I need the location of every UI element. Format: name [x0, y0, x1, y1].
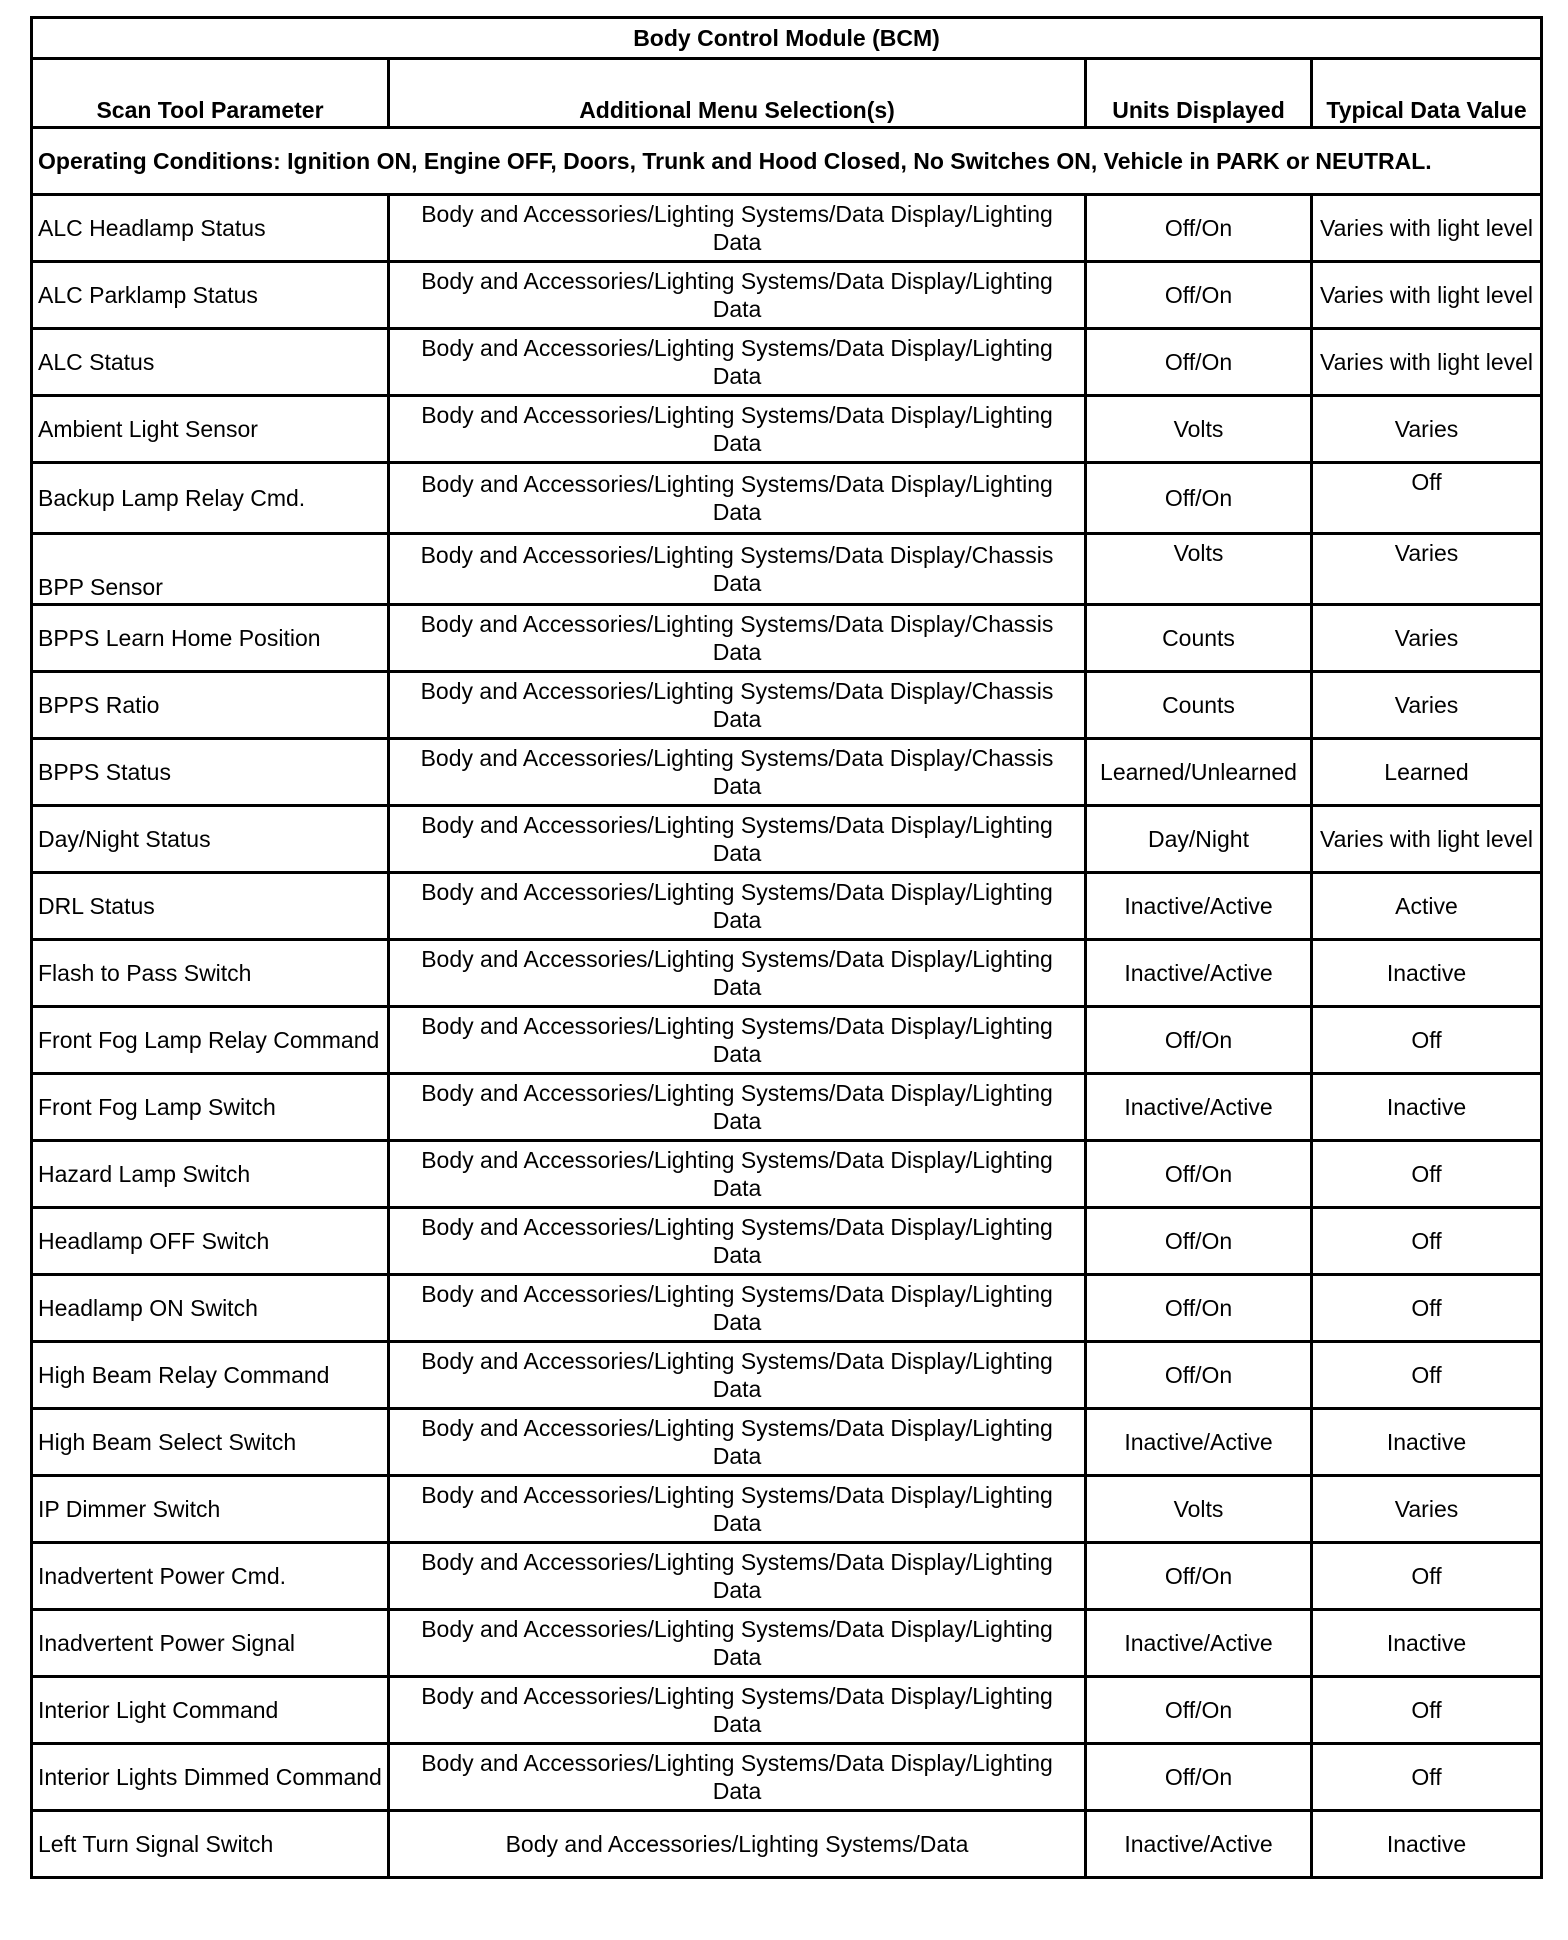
units-cell: Off/On	[1086, 1007, 1312, 1074]
units-cell: Off/On	[1086, 1677, 1312, 1744]
typical-value-cell: Varies with light level	[1312, 329, 1542, 396]
header-additional-menu: Additional Menu Selection(s)	[389, 59, 1086, 128]
typical-value-cell: Varies with light level	[1312, 195, 1542, 262]
parameter-cell: ALC Headlamp Status	[32, 195, 389, 262]
menu-selection-cell: Body and Accessories/Lighting Systems/Data Display/Chassis Data	[389, 672, 1086, 739]
units-cell: Day/Night	[1086, 806, 1312, 873]
table-row	[32, 1007, 1542, 1074]
units-cell: Off/On	[1086, 1744, 1312, 1811]
table-row	[32, 262, 1542, 329]
units-cell: Learned/Unlearned	[1086, 739, 1312, 806]
parameter-cell: BPPS Ratio	[32, 672, 389, 739]
units-cell: Volts	[1086, 534, 1312, 605]
menu-selection-cell: Body and Accessories/Lighting Systems/Data Display/Lighting Data	[389, 873, 1086, 940]
menu-selection-cell: Body and Accessories/Lighting Systems/Data Display/Lighting Data	[389, 1476, 1086, 1543]
typical-value-cell: Inactive	[1312, 1074, 1542, 1141]
operating-conditions: Operating Conditions: Ignition ON, Engine OFF, Doors, Trunk and Hood Closed, No Switches ON, Vehicle in PARK or NEUTRAL.	[32, 128, 1542, 195]
typical-value-cell: Off	[1312, 1677, 1542, 1744]
parameter-cell: High Beam Select Switch	[32, 1409, 389, 1476]
units-cell: Counts	[1086, 672, 1312, 739]
table-row	[32, 1811, 1542, 1878]
table-row	[32, 1141, 1542, 1208]
units-cell: Off/On	[1086, 1275, 1312, 1342]
parameter-cell: Interior Light Command	[32, 1677, 389, 1744]
header-units-displayed: Units Displayed	[1086, 59, 1312, 128]
table-row	[32, 873, 1542, 940]
table-row	[32, 463, 1542, 534]
typical-value-cell: Off	[1312, 1543, 1542, 1610]
menu-selection-cell: Body and Accessories/Lighting Systems/Data Display/Lighting Data	[389, 1007, 1086, 1074]
units-cell: Off/On	[1086, 463, 1312, 534]
units-cell: Inactive/Active	[1086, 1610, 1312, 1677]
parameter-cell: Ambient Light Sensor	[32, 396, 389, 463]
parameter-cell: BPPS Status	[32, 739, 389, 806]
parameter-cell: High Beam Relay Command	[32, 1342, 389, 1409]
typical-value-cell: Varies	[1312, 605, 1542, 672]
parameter-cell: Front Fog Lamp Switch	[32, 1074, 389, 1141]
parameter-cell: Front Fog Lamp Relay Command	[32, 1007, 389, 1074]
table-row	[32, 672, 1542, 739]
parameter-cell: DRL Status	[32, 873, 389, 940]
table-row	[32, 1074, 1542, 1141]
parameter-cell: Left Turn Signal Switch	[32, 1811, 389, 1878]
menu-selection-cell: Body and Accessories/Lighting Systems/Data Display/Chassis Data	[389, 739, 1086, 806]
menu-selection-cell: Body and Accessories/Lighting Systems/Data Display/Lighting Data	[389, 329, 1086, 396]
menu-selection-cell: Body and Accessories/Lighting Systems/Data Display/Lighting Data	[389, 1744, 1086, 1811]
menu-selection-cell: Body and Accessories/Lighting Systems/Data Display/Lighting Data	[389, 195, 1086, 262]
parameter-cell: Flash to Pass Switch	[32, 940, 389, 1007]
units-cell: Off/On	[1086, 1342, 1312, 1409]
units-cell: Counts	[1086, 605, 1312, 672]
parameter-cell: Hazard Lamp Switch	[32, 1141, 389, 1208]
table-row	[32, 1342, 1542, 1409]
table-row	[32, 940, 1542, 1007]
units-cell: Off/On	[1086, 195, 1312, 262]
menu-selection-cell: Body and Accessories/Lighting Systems/Data Display/Chassis Data	[389, 534, 1086, 605]
table-row	[32, 806, 1542, 873]
table-row	[32, 1677, 1542, 1744]
typical-value-cell: Varies with light level	[1312, 806, 1542, 873]
parameter-cell: Inadvertent Power Cmd.	[32, 1543, 389, 1610]
table-row	[32, 1409, 1542, 1476]
table-row	[32, 329, 1542, 396]
menu-selection-cell: Body and Accessories/Lighting Systems/Data Display/Lighting Data	[389, 1677, 1086, 1744]
parameter-cell: Inadvertent Power Signal	[32, 1610, 389, 1677]
parameter-cell: Backup Lamp Relay Cmd.	[32, 463, 389, 534]
typical-value-cell: Off	[1312, 1275, 1542, 1342]
table-row	[32, 534, 1542, 605]
typical-value-cell: Varies	[1312, 534, 1542, 605]
table-row	[32, 1744, 1542, 1811]
table-row	[32, 1476, 1542, 1543]
units-cell: Inactive/Active	[1086, 940, 1312, 1007]
typical-value-cell: Off	[1312, 1744, 1542, 1811]
typical-value-cell: Off	[1312, 1208, 1542, 1275]
parameter-cell: Headlamp ON Switch	[32, 1275, 389, 1342]
menu-selection-cell: Body and Accessories/Lighting Systems/Data Display/Lighting Data	[389, 1543, 1086, 1610]
menu-selection-cell: Body and Accessories/Lighting Systems/Data Display/Lighting Data	[389, 940, 1086, 1007]
typical-value-cell: Inactive	[1312, 940, 1542, 1007]
typical-value-cell: Inactive	[1312, 1409, 1542, 1476]
menu-selection-cell: Body and Accessories/Lighting Systems/Data Display/Chassis Data	[389, 605, 1086, 672]
units-cell: Inactive/Active	[1086, 1074, 1312, 1141]
menu-selection-cell: Body and Accessories/Lighting Systems/Data Display/Lighting Data	[389, 806, 1086, 873]
table-row	[32, 1543, 1542, 1610]
parameter-cell: Interior Lights Dimmed Command	[32, 1744, 389, 1811]
parameter-cell: ALC Parklamp Status	[32, 262, 389, 329]
table-row	[32, 739, 1542, 806]
typical-value-cell: Off	[1312, 1141, 1542, 1208]
units-cell: Inactive/Active	[1086, 1811, 1312, 1878]
typical-value-cell: Off	[1312, 463, 1542, 534]
typical-value-cell: Off	[1312, 1342, 1542, 1409]
menu-selection-cell: Body and Accessories/Lighting Systems/Data Display/Lighting Data	[389, 1409, 1086, 1476]
menu-selection-cell: Body and Accessories/Lighting Systems/Data Display/Lighting Data	[389, 262, 1086, 329]
menu-selection-cell: Body and Accessories/Lighting Systems/Data Display/Lighting Data	[389, 1275, 1086, 1342]
typical-value-cell: Varies	[1312, 672, 1542, 739]
units-cell: Off/On	[1086, 1208, 1312, 1275]
header-typical-value: Typical Data Value	[1312, 59, 1542, 128]
table-row	[32, 396, 1542, 463]
table-row	[32, 195, 1542, 262]
typical-value-cell: Active	[1312, 873, 1542, 940]
table-title: Body Control Module (BCM)	[32, 18, 1542, 59]
parameter-cell: Headlamp OFF Switch	[32, 1208, 389, 1275]
header-scan-tool-parameter: Scan Tool Parameter	[32, 59, 389, 128]
parameter-cell: Day/Night Status	[32, 806, 389, 873]
menu-selection-cell: Body and Accessories/Lighting Systems/Data Display/Lighting Data	[389, 463, 1086, 534]
menu-selection-cell: Body and Accessories/Lighting Systems/Data Display/Lighting Data	[389, 1208, 1086, 1275]
units-cell: Off/On	[1086, 262, 1312, 329]
typical-value-cell: Varies	[1312, 1476, 1542, 1543]
parameter-cell: BPP Sensor	[32, 534, 389, 605]
table-row	[32, 605, 1542, 672]
typical-value-cell: Learned	[1312, 739, 1542, 806]
menu-selection-cell: Body and Accessories/Lighting Systems/Data Display/Lighting Data	[389, 1610, 1086, 1677]
table-row	[32, 1275, 1542, 1342]
typical-value-cell: Inactive	[1312, 1610, 1542, 1677]
units-cell: Off/On	[1086, 1543, 1312, 1610]
menu-selection-cell: Body and Accessories/Lighting Systems/Data Display/Lighting Data	[389, 1141, 1086, 1208]
units-cell: Volts	[1086, 396, 1312, 463]
parameter-cell: IP Dimmer Switch	[32, 1476, 389, 1543]
units-cell: Off/On	[1086, 329, 1312, 396]
parameter-cell: ALC Status	[32, 329, 389, 396]
bcm-data-table	[30, 16, 1543, 1879]
units-cell: Inactive/Active	[1086, 873, 1312, 940]
table-body	[32, 195, 1542, 1878]
menu-selection-cell: Body and Accessories/Lighting Systems/Data Display/Lighting Data	[389, 1342, 1086, 1409]
table-row	[32, 1610, 1542, 1677]
units-cell: Off/On	[1086, 1141, 1312, 1208]
typical-value-cell: Off	[1312, 1007, 1542, 1074]
typical-value-cell: Varies	[1312, 396, 1542, 463]
menu-selection-cell: Body and Accessories/Lighting Systems/Data Display/Lighting Data	[389, 1074, 1086, 1141]
units-cell: Inactive/Active	[1086, 1409, 1312, 1476]
parameter-cell: BPPS Learn Home Position	[32, 605, 389, 672]
menu-selection-cell: Body and Accessories/Lighting Systems/Data Display/Lighting Data	[389, 396, 1086, 463]
typical-value-cell: Varies with light level	[1312, 262, 1542, 329]
table-row	[32, 1208, 1542, 1275]
typical-value-cell: Inactive	[1312, 1811, 1542, 1878]
units-cell: Volts	[1086, 1476, 1312, 1543]
menu-selection-cell: Body and Accessories/Lighting Systems/Data	[389, 1811, 1086, 1878]
